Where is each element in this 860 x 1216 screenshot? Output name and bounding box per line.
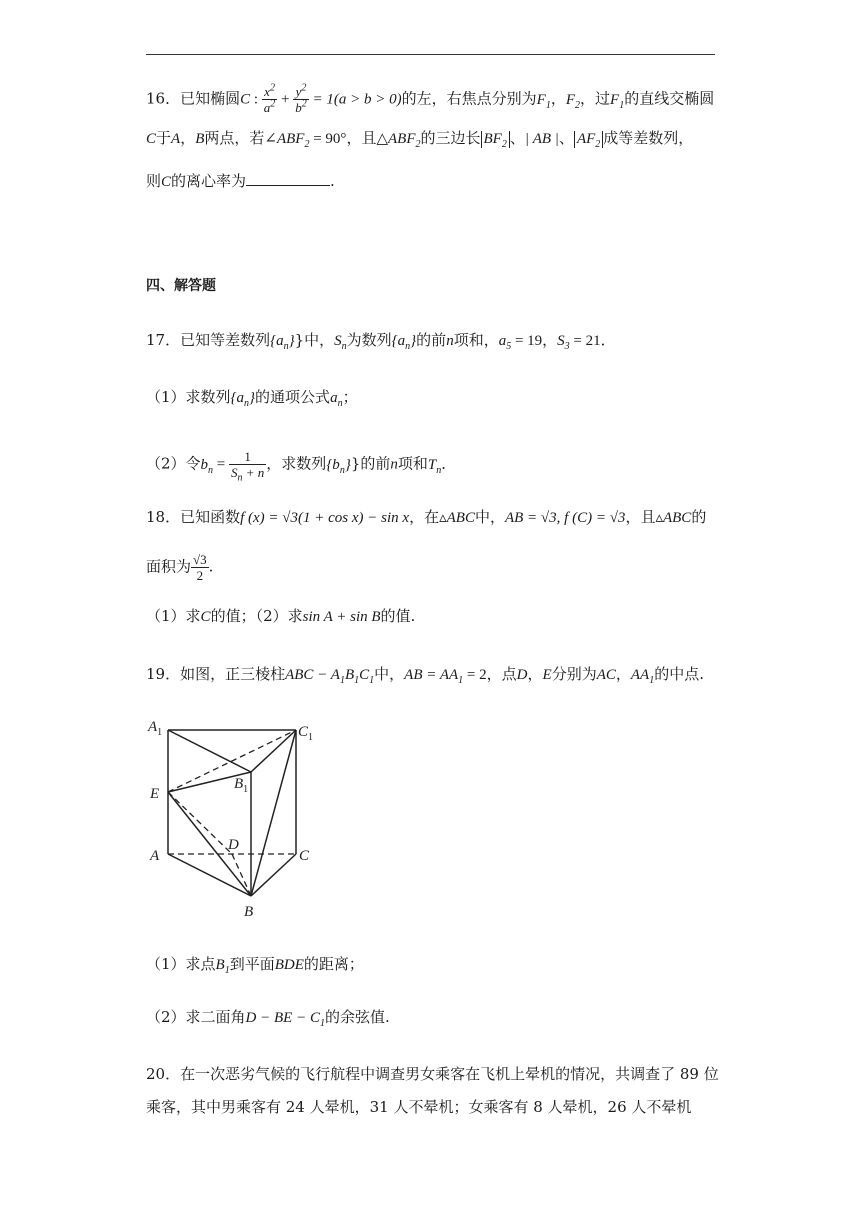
q20-line-2: 乘客，其中男乘客有 24 人晕机，31 人不晕机；女乘客有 8 人晕机，26 人不晕机 [146, 1098, 692, 1116]
prism-figure [146, 714, 326, 924]
edge-A1-B1 [168, 730, 251, 772]
header-rule [146, 54, 715, 55]
q19-part-2: （2）求二面角D − BE − $C_1$的余弦值. [146, 1008, 390, 1029]
q17-part-1: （1）求数列$\{a_n\}$的通项公式$a_n$； [146, 388, 358, 409]
label-A1: $A_1$ [148, 719, 163, 738]
fraction-sqrt3-over-2: $\frac{√3}{2}$ [193, 552, 207, 583]
fraction-bn: $\frac{1}{S_n + n}$ [231, 449, 265, 484]
q19-line-1: 19．如图，正三棱柱ABC − $A_1B_1C_1$中，AB = $AA_1 = 2$，点D，E分别为AC，$AA_1$的中点. [146, 665, 704, 686]
q18-line-2: 面积为 $\frac{√3}{2}$ . [146, 552, 214, 583]
label-C1: $C_1$ [298, 724, 314, 743]
edge-C1-B [251, 730, 296, 896]
q16-line-1: 16．已知椭圆C : $\frac{x^2}{a^2}$ + $\frac{y^2}{b^2}$ = 1(a > b > 0)的左，右焦点分别为$F_1$，$F_2$，过$F_1$的直线交椭圆 [146, 82, 715, 115]
q16-line-2: C于A，B两点，若$\angle ABF_2 = 90^\circ$，且$\triangle ABF_2$的三边长 $BF_2$ 、| AB |、 $AF_2$ 成等差数列， [146, 129, 694, 150]
q20-line-1: 20．在一次恶劣气候的飞行航程中调查男女乘客在飞机上晕机的情况，共调查了 89 位 [146, 1065, 719, 1083]
label-A: A [150, 848, 160, 864]
edge-B-C [251, 854, 296, 896]
label-D: D [228, 837, 239, 853]
label-C: C [299, 848, 310, 864]
dashed-E-D [168, 792, 232, 854]
q19-part-1: （1）求点$B_1$到平面BDE的距离； [146, 955, 364, 976]
answer-blank[interactable] [246, 171, 330, 186]
label-B1: $B_1$ [234, 776, 249, 795]
label-B: B [244, 904, 254, 920]
edge-B1-C1 [251, 730, 296, 772]
edge-A-B [168, 854, 251, 896]
q17-line-1: 17．已知等差数列$\{a_n\}$}中，$S_n$为数列$\{a_n\}$的前n项和，$a_5 = 19$，$S_3 = 21$． [146, 331, 616, 352]
q18-parts: （1）求C的值；（2）求sin A + sin B的值. [146, 607, 416, 625]
fraction-y2-b2: $\frac{y^2}{b^2}$ [295, 82, 307, 115]
label-E: E [150, 786, 160, 802]
section-heading: 四、解答题 [146, 278, 216, 294]
fraction-x2-a2: $\frac{x^2}{a^2}$ [263, 82, 276, 115]
q18-line-1: 18．已知函数f (x) = √3(1 + cos x) − sin x，在▵ABC中，AB = √3, f (C) = √3，且▵ABC的 [146, 508, 707, 526]
q16-line-3: 则C的离心率为 . [146, 172, 335, 190]
q17-part-2: （2）令$b_n$ = $\frac{1}{S_n + n}$ ，求数列$\{b_n\}$}的前n项和$T_n$． [146, 449, 457, 484]
